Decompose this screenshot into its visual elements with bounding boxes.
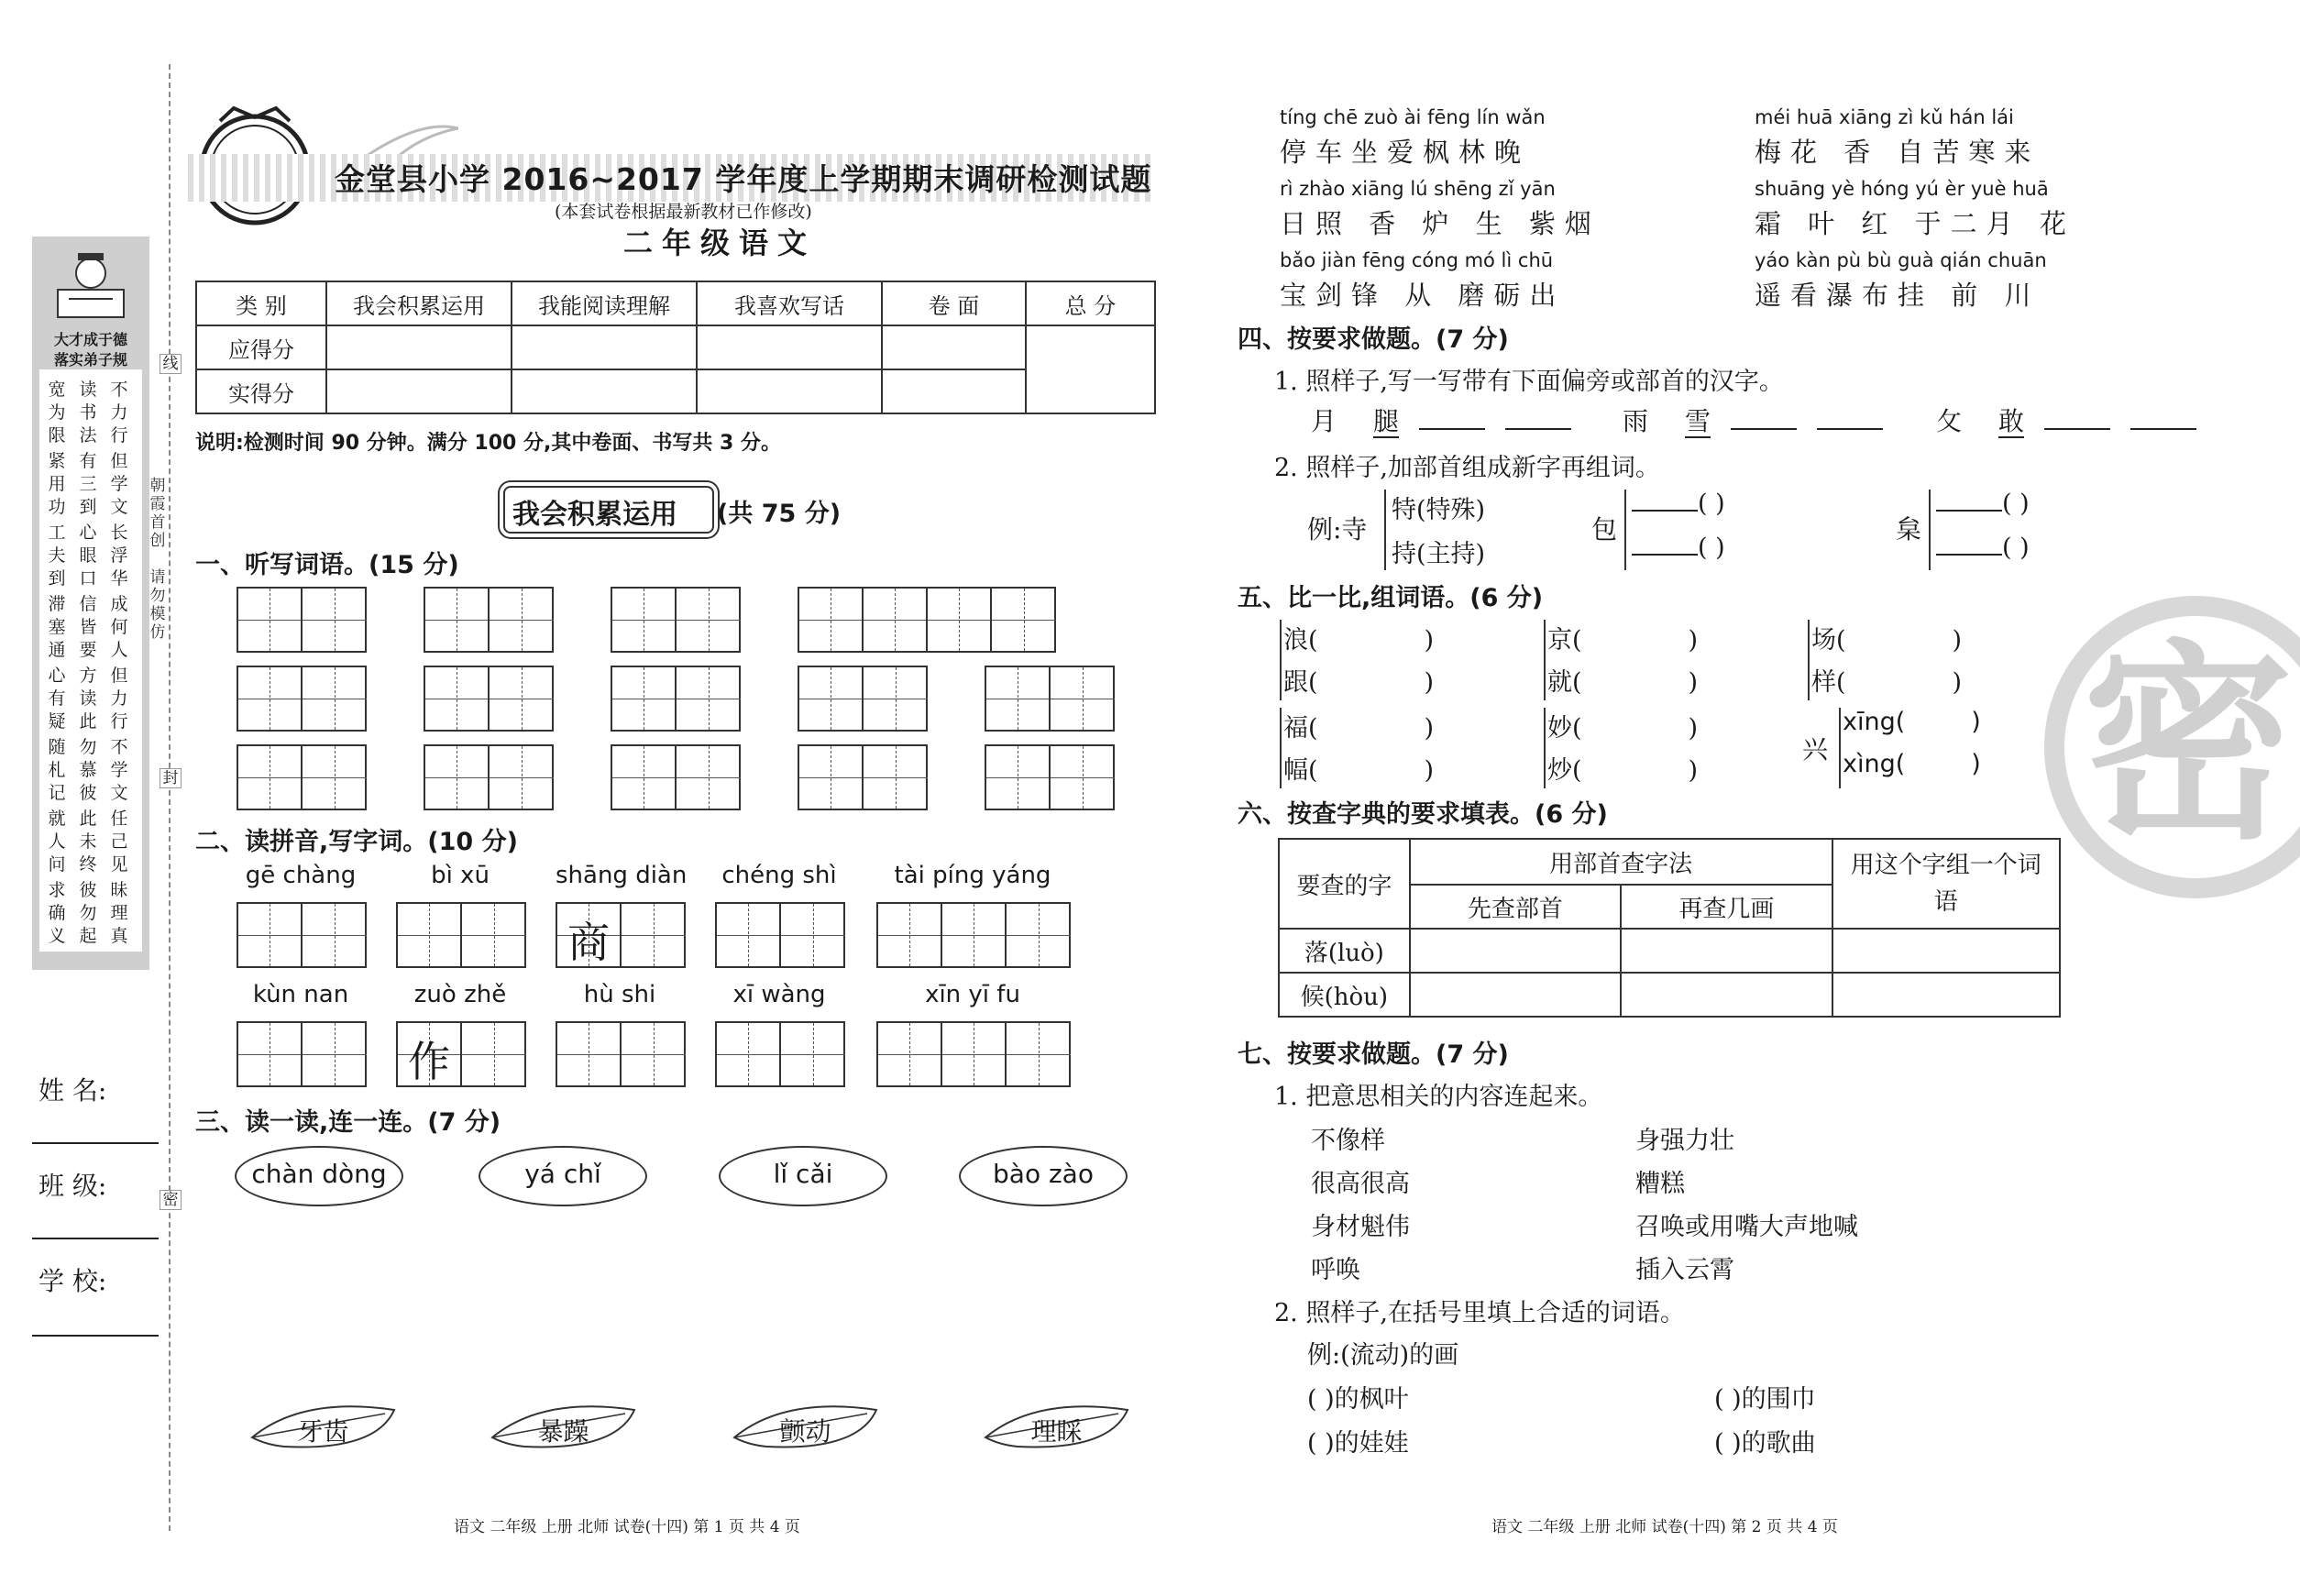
dict-row-luo: 落(luò)	[1279, 929, 1410, 973]
grid-cell[interactable]	[490, 589, 554, 651]
radical: 月	[1311, 406, 1337, 436]
motto-column: 紧用功	[48, 451, 66, 517]
compare-char: xīng(	[1843, 708, 1906, 736]
compare-char: 炒(	[1547, 756, 1582, 785]
footer-left: 语文 二年级 上册 北师 试卷(十四) 第 1 页 共 4 页	[454, 1518, 800, 1536]
motto-column: 不学文	[110, 737, 128, 803]
pinyin-label: hù shi	[583, 981, 656, 1008]
pinyin-label: kùn nan	[252, 981, 349, 1008]
score-row-actual: 实得分	[196, 369, 326, 413]
compare-item[interactable]	[1283, 620, 1434, 655]
compare-close: )	[1971, 750, 1981, 778]
dictation-grid[interactable]	[798, 587, 1056, 653]
motto-columns	[39, 369, 142, 952]
q4-bao-answer-1[interactable]: ( )	[1632, 490, 1725, 518]
example-char: 雪	[1685, 406, 1711, 436]
compare-close: )	[1688, 668, 1699, 697]
score-cell[interactable]	[512, 369, 697, 413]
grid-cell[interactable]	[398, 904, 462, 966]
compare-item[interactable]	[1843, 708, 1981, 736]
word-leaf[interactable]	[488, 1401, 639, 1456]
motto-column: 昧理真	[110, 880, 128, 946]
score-header-total: 总 分	[1026, 281, 1155, 325]
fold-line	[169, 64, 171, 1531]
match-left-item[interactable]: 不像样	[1311, 1127, 1385, 1155]
pinyin-answer-grid[interactable]	[715, 1021, 845, 1087]
fold-mark-2: 封	[160, 768, 182, 788]
q4-brace-bao	[1624, 490, 1626, 570]
answer-blank[interactable]	[2044, 428, 2110, 430]
radical-example[interactable]	[1623, 402, 1883, 438]
score-header-reading: 我能阅读理解	[512, 281, 697, 325]
q7-fill-4[interactable]: ( )的歌曲	[1714, 1429, 1816, 1458]
dictionary-table	[1278, 838, 2061, 1018]
motto-column: 但力行	[110, 666, 128, 732]
motto-column: 不力行	[110, 380, 128, 446]
compare-close: )	[1424, 756, 1435, 785]
footer-right: 语文 二年级 上册 北师 试卷(十四) 第 2 页 共 4 页	[1491, 1518, 1838, 1536]
grid-cell[interactable]	[238, 904, 303, 966]
radical: 攵	[1936, 406, 1963, 436]
match-left-item[interactable]: 呼唤	[1311, 1256, 1360, 1284]
poem-hanzi: 梅花 香 自苦寒来	[1755, 137, 2041, 168]
pair-brace	[1544, 620, 1546, 700]
grid-cell[interactable]	[622, 904, 686, 966]
score-cell[interactable]	[882, 369, 1026, 413]
dict-header-char: 要查的字	[1279, 839, 1410, 929]
dictation-grid[interactable]	[798, 666, 928, 732]
grid-cell[interactable]	[677, 667, 741, 730]
grid-cell[interactable]	[622, 1023, 686, 1085]
radical-example[interactable]	[1311, 402, 1571, 438]
compare-item[interactable]	[1547, 620, 1698, 655]
q4-example-label: 例:寺	[1307, 514, 1368, 545]
pair-brace	[1808, 620, 1810, 700]
motto-column: 任己见	[110, 809, 128, 875]
q4-char-xi: 枲	[1896, 514, 1922, 545]
name-label: 姓 名:	[39, 1075, 107, 1106]
poem-pinyin: bǎo jiàn fēng cóng mó lì chū	[1280, 249, 1554, 271]
pinyin-answer-grid[interactable]	[876, 902, 1071, 968]
motto-column: 随札记	[48, 737, 66, 803]
compare-item[interactable]	[1283, 662, 1434, 698]
motto-column: 成何人	[110, 594, 128, 660]
compare-item[interactable]	[1811, 662, 1962, 698]
pinyin-label: tài píng yáng	[894, 862, 1051, 889]
grid-cell[interactable]	[238, 589, 303, 651]
pinyin-oval[interactable]: lǐ cǎi	[719, 1146, 887, 1206]
motto-column: 方读此	[79, 666, 97, 732]
exam-title: 金堂县小学 2016~2017 学年度上学期期末调研检测试题	[335, 161, 1152, 197]
grid-cell[interactable]	[425, 746, 490, 809]
score-cell[interactable]	[326, 369, 512, 413]
dict-header-radical: 先查部首	[1410, 885, 1621, 929]
dictation-grid[interactable]	[611, 666, 741, 732]
q4-xi-answer-1[interactable]: ( )	[1936, 490, 2030, 518]
section-points: (共 75 分)	[717, 500, 842, 528]
score-cell[interactable]	[697, 369, 882, 413]
radical-example[interactable]	[1936, 402, 2196, 438]
q4-sub2: 2. 照样子,加部首组成新字再组词。	[1274, 454, 1660, 482]
grid-cell[interactable]	[992, 589, 1056, 651]
compare-char: xìng(	[1843, 750, 1906, 778]
dictation-grid[interactable]	[237, 666, 367, 732]
dict-cell[interactable]	[1621, 929, 1832, 973]
grid-cell[interactable]	[864, 746, 928, 809]
score-cell[interactable]	[882, 325, 1026, 369]
dictation-grid[interactable]	[424, 744, 554, 810]
grid-cell[interactable]	[1051, 667, 1115, 730]
dict-row-hou: 候(hòu)	[1279, 973, 1410, 1017]
pinyin-label: gē chàng	[245, 862, 357, 889]
school-field[interactable]	[32, 1335, 159, 1337]
grid-cell[interactable]	[1007, 904, 1071, 966]
score-cell[interactable]	[512, 325, 697, 369]
dictation-grid[interactable]	[985, 744, 1115, 810]
grid-cell[interactable]	[238, 667, 303, 730]
q4-bao-answer-2[interactable]: ( )	[1632, 534, 1725, 562]
pinyin-answer-grid[interactable]	[237, 1021, 367, 1087]
q5-title: 五、比一比,组词语。(6 分)	[1238, 584, 1544, 612]
fold-mark-1: 线	[160, 354, 182, 374]
example-char: 腿	[1373, 406, 1400, 436]
grid-cell[interactable]	[986, 746, 1051, 809]
grid-cell[interactable]	[799, 667, 864, 730]
compare-char: 福(	[1283, 714, 1318, 743]
printed-char: 作	[408, 1037, 450, 1086]
grade-subject: 二年级语文	[623, 226, 817, 260]
dictation-grid[interactable]	[424, 666, 554, 732]
answer-blank[interactable]	[1731, 428, 1797, 430]
answer-blank[interactable]	[1419, 428, 1485, 430]
copyright-note-1: 朝霞首创	[149, 477, 166, 550]
q1-title: 一、听写词语。(15 分)	[195, 551, 459, 579]
compare-item[interactable]	[1811, 620, 1962, 655]
compare-char: 跟(	[1283, 668, 1318, 697]
motto-column: 就人问	[48, 809, 66, 875]
dictation-grid[interactable]	[985, 666, 1115, 732]
compare-close: )	[1952, 626, 1963, 655]
match-right-item[interactable]: 身强力壮	[1635, 1127, 1734, 1155]
pinyin-answer-grid[interactable]	[876, 1021, 1071, 1087]
motto-column: 信皆要	[79, 594, 97, 660]
leaf-word: 颤动	[779, 1416, 831, 1447]
match-left-item[interactable]: 身材魁伟	[1311, 1213, 1410, 1241]
example-char: 敢	[1998, 406, 2025, 436]
compare-close: )	[1688, 756, 1699, 785]
compare-close: )	[1688, 626, 1699, 655]
compare-char: 浪(	[1283, 626, 1318, 655]
motto-column: 心有疑	[48, 666, 66, 732]
radical: 雨	[1623, 406, 1649, 436]
pair-brace	[1280, 620, 1282, 700]
dict-cell[interactable]	[1410, 929, 1621, 973]
motto-column: 工夫到	[48, 523, 66, 589]
pair-brace	[1544, 708, 1546, 788]
grid-cell[interactable]	[986, 667, 1051, 730]
grid-cell[interactable]	[238, 746, 303, 809]
leaf-word: 暴躁	[537, 1416, 589, 1447]
leaf-word: 理睬	[1030, 1416, 1083, 1447]
compare-char: 幅(	[1283, 756, 1318, 785]
pair-brace	[1280, 708, 1282, 788]
compare-close: )	[1688, 714, 1699, 743]
grid-cell[interactable]	[864, 589, 928, 651]
compare-close: )	[1424, 668, 1435, 697]
grid-cell[interactable]	[425, 589, 490, 651]
match-left-item[interactable]: 很高很高	[1311, 1170, 1410, 1198]
pinyin-answer-grid[interactable]	[715, 902, 845, 968]
pinyin-label: xī wàng	[732, 981, 826, 1008]
motto-column: 求确义	[48, 880, 66, 946]
grid-cell[interactable]	[717, 904, 781, 966]
word-leaf[interactable]	[981, 1401, 1132, 1456]
grid-cell[interactable]	[303, 589, 367, 651]
compare-item[interactable]	[1283, 708, 1434, 743]
motto-heading-2: 落实弟子规	[53, 351, 127, 369]
exam-subtitle: (本套试卷根据最新教材已作修改)	[555, 202, 812, 222]
motto-column: 此未终	[79, 809, 97, 875]
score-cell[interactable]	[697, 325, 882, 369]
match-right-item[interactable]: 召唤或用嘴大声地喊	[1635, 1213, 1858, 1241]
score-header-neatness: 卷 面	[882, 281, 1026, 325]
motto-column: 宽为限	[48, 380, 66, 446]
grid-cell[interactable]	[490, 746, 554, 809]
q2-title: 二、读拼音,写字词。(10 分)	[195, 828, 518, 856]
dict-cell[interactable]	[1621, 973, 1832, 1017]
pinyin-answer-grid[interactable]	[556, 1021, 686, 1087]
pinyin-oval[interactable]: chàn dòng	[235, 1146, 403, 1206]
q3-title: 三、读一读,连一连。(7 分)	[195, 1108, 501, 1137]
compare-close: )	[1952, 668, 1963, 697]
match-right-item[interactable]: 糟糕	[1635, 1170, 1685, 1198]
dictation-grid[interactable]	[237, 744, 367, 810]
pinyin-answer-grid[interactable]	[556, 902, 686, 968]
poem-pinyin: méi huā xiāng zì kǔ hán lái	[1755, 106, 2014, 128]
compare-close: )	[1424, 714, 1435, 743]
q7-sub2: 2. 照样子,在括号里填上合适的词语。	[1274, 1299, 1685, 1327]
grid-cell[interactable]	[425, 667, 490, 730]
grid-cell[interactable]	[462, 1023, 526, 1085]
compare-close: )	[1971, 708, 1981, 736]
grid-cell[interactable]	[799, 746, 864, 809]
poem-hanzi: 宝剑锋 从 磨砺出	[1280, 280, 1566, 311]
pinyin-oval[interactable]: bào zào	[959, 1146, 1128, 1206]
q7-title: 七、按要求做题。(7 分)	[1238, 1040, 1509, 1069]
grid-cell[interactable]	[557, 904, 622, 966]
answer-blank[interactable]	[2130, 428, 2196, 430]
compare-char: 样(	[1811, 668, 1846, 697]
q7-sub1: 1. 把意思相关的内容连起来。	[1274, 1083, 1603, 1111]
grid-cell[interactable]	[238, 1023, 303, 1085]
poem-hanzi: 遥看瀑布挂 前 川	[1755, 280, 2041, 311]
pinyin-oval[interactable]: yá chǐ	[479, 1146, 647, 1206]
leaf-word: 牙齿	[297, 1416, 349, 1447]
dict-cell[interactable]	[1832, 973, 2060, 1017]
q7-fill-3[interactable]: ( )的娃娃	[1307, 1429, 1409, 1458]
class-label: 班 级:	[39, 1171, 107, 1201]
q4-char-bao: 包	[1591, 514, 1618, 545]
grid-cell[interactable]	[557, 1023, 622, 1085]
q5-char-xing: 兴	[1802, 734, 1829, 765]
grid-cell[interactable]	[462, 904, 526, 966]
q7-fill-1[interactable]: ( )的枫叶	[1307, 1385, 1409, 1414]
grid-cell[interactable]	[1051, 746, 1115, 809]
pinyin-answer-grid[interactable]	[237, 902, 367, 968]
dict-header-strokes: 再查几画	[1621, 885, 1832, 929]
motto-column: 读书法	[79, 380, 97, 446]
pinyin-label: bì xū	[431, 862, 490, 889]
grid-cell[interactable]	[864, 667, 928, 730]
exam-note: 说明:检测时间 90 分钟。满分 100 分,其中卷面、书写共 3 分。	[195, 432, 781, 455]
score-header-category: 类 别	[196, 281, 326, 325]
dictation-grid[interactable]	[611, 587, 741, 653]
q7-fill-2[interactable]: ( )的围巾	[1714, 1385, 1816, 1414]
compare-close: )	[1424, 626, 1435, 655]
compare-char: 妙(	[1547, 714, 1582, 743]
dict-cell[interactable]	[1410, 973, 1621, 1017]
grid-cell[interactable]	[1007, 1023, 1071, 1085]
grid-cell[interactable]	[928, 589, 992, 651]
score-header-writing: 我喜欢写话	[697, 281, 882, 325]
motto-column: 但学文	[110, 451, 128, 517]
answer-blank[interactable]	[1817, 428, 1883, 430]
grid-cell[interactable]	[398, 1023, 462, 1085]
grid-cell[interactable]	[612, 667, 677, 730]
grid-cell[interactable]	[781, 904, 845, 966]
compare-item[interactable]	[1547, 662, 1698, 698]
pinyin-label: chéng shì	[721, 862, 837, 889]
grid-cell[interactable]	[677, 746, 741, 809]
grid-cell[interactable]	[612, 746, 677, 809]
q4-example-word-2: 持(主持)	[1392, 540, 1486, 568]
q4-title: 四、按要求做题。(7 分)	[1238, 325, 1509, 354]
grid-cell[interactable]	[303, 1023, 367, 1085]
motto-column: 滞塞通	[48, 594, 66, 660]
grid-cell[interactable]	[303, 667, 367, 730]
q6-title: 六、按查字典的要求填表。(6 分)	[1238, 800, 1608, 829]
grid-cell[interactable]	[677, 589, 741, 651]
answer-blank[interactable]	[1505, 428, 1571, 430]
school-label: 学 校:	[39, 1266, 107, 1296]
dictation-grid[interactable]	[798, 744, 928, 810]
word-leaf[interactable]	[730, 1401, 881, 1456]
grid-cell[interactable]	[799, 589, 864, 651]
compare-char: 就(	[1547, 668, 1582, 697]
grid-cell[interactable]	[303, 904, 367, 966]
scholar-illustration	[50, 244, 131, 326]
grid-cell[interactable]	[781, 1023, 845, 1085]
grid-cell[interactable]	[303, 746, 367, 809]
pinyin-answer-grid[interactable]	[396, 902, 526, 968]
grid-cell[interactable]	[942, 1023, 1007, 1085]
q4-sub1: 1. 照样子,写一写带有下面偏旁或部首的汉字。	[1274, 368, 1784, 396]
compare-item[interactable]	[1283, 750, 1434, 786]
dictation-grid[interactable]	[237, 587, 367, 653]
dict-cell[interactable]	[1832, 929, 2060, 973]
section-box	[503, 486, 714, 534]
match-right-item[interactable]: 插入云霄	[1635, 1256, 1734, 1284]
compare-item[interactable]	[1547, 708, 1698, 743]
pinyin-label: xīn yī fu	[925, 981, 1020, 1008]
score-table	[195, 281, 1156, 414]
grid-cell[interactable]	[878, 1023, 942, 1085]
poem-hanzi: 停车坐爱枫林晚	[1280, 137, 1531, 168]
compare-char: 场(	[1811, 626, 1846, 655]
pinyin-label: zuò zhě	[413, 981, 507, 1008]
grid-cell[interactable]	[612, 589, 677, 651]
q4-example-brace	[1384, 490, 1386, 570]
dictation-grid[interactable]	[424, 587, 554, 653]
poem-pinyin: yáo kàn pù bù guà qián chuān	[1755, 249, 2047, 271]
compare-item[interactable]	[1547, 750, 1698, 786]
fold-mark-3: 密	[160, 1190, 182, 1210]
compare-char: 京(	[1547, 626, 1582, 655]
secret-stamp	[2044, 596, 2300, 898]
q4-example-word-1: 特(特殊)	[1392, 496, 1486, 524]
motto-heading: 大才成于德	[53, 331, 127, 348]
pinyin-label: shāng diàn	[556, 862, 688, 889]
class-field[interactable]	[32, 1238, 159, 1239]
compare-item[interactable]	[1843, 750, 1981, 778]
pair-brace	[1839, 708, 1841, 788]
score-row-due: 应得分	[196, 325, 326, 369]
poem-pinyin: shuāng yè hóng yú èr yuè huā	[1755, 178, 2049, 200]
grid-cell[interactable]	[490, 667, 554, 730]
q4-xi-answer-2[interactable]: ( )	[1936, 534, 2030, 562]
dict-header-word: 用这个字组一个词语	[1832, 839, 2060, 929]
poem-pinyin: tíng chē zuò ài fēng lín wǎn	[1280, 106, 1546, 128]
copyright-note-2: 请勿模仿	[149, 568, 166, 642]
dict-header-method: 用部首查字法	[1410, 839, 1832, 885]
motto-column: 心眼口	[79, 523, 97, 589]
q4-brace-xi	[1929, 490, 1931, 570]
q7-example: 例:(流动)的画	[1307, 1341, 1459, 1370]
poem-pinyin: rì zhào xiāng lú shēng zǐ yān	[1280, 178, 1556, 200]
poem-hanzi: 霜 叶 红 于二月 花	[1755, 208, 2075, 239]
dictation-grid[interactable]	[611, 744, 741, 810]
motto-column: 长浮华	[110, 523, 128, 589]
grid-cell[interactable]	[878, 904, 942, 966]
motto-column: 彼勿起	[79, 880, 97, 946]
grid-cell[interactable]	[717, 1023, 781, 1085]
motto-column: 勿慕彼	[79, 737, 97, 803]
score-header-accumulate: 我会积累运用	[326, 281, 512, 325]
pinyin-answer-grid[interactable]	[396, 1021, 526, 1087]
secret-stamp-char: 密	[2083, 621, 2294, 868]
grid-cell[interactable]	[942, 904, 1007, 966]
motto-strip	[32, 237, 149, 970]
printed-char: 商	[567, 918, 610, 967]
name-field[interactable]	[32, 1142, 159, 1144]
score-cell[interactable]	[326, 325, 512, 369]
poem-hanzi: 日照 香 炉 生 紫烟	[1280, 208, 1601, 239]
word-leaf[interactable]	[248, 1401, 399, 1456]
score-total-cell[interactable]	[1026, 325, 1155, 413]
section-title: 我会积累运用	[512, 499, 677, 531]
motto-column: 有三到	[79, 451, 97, 517]
